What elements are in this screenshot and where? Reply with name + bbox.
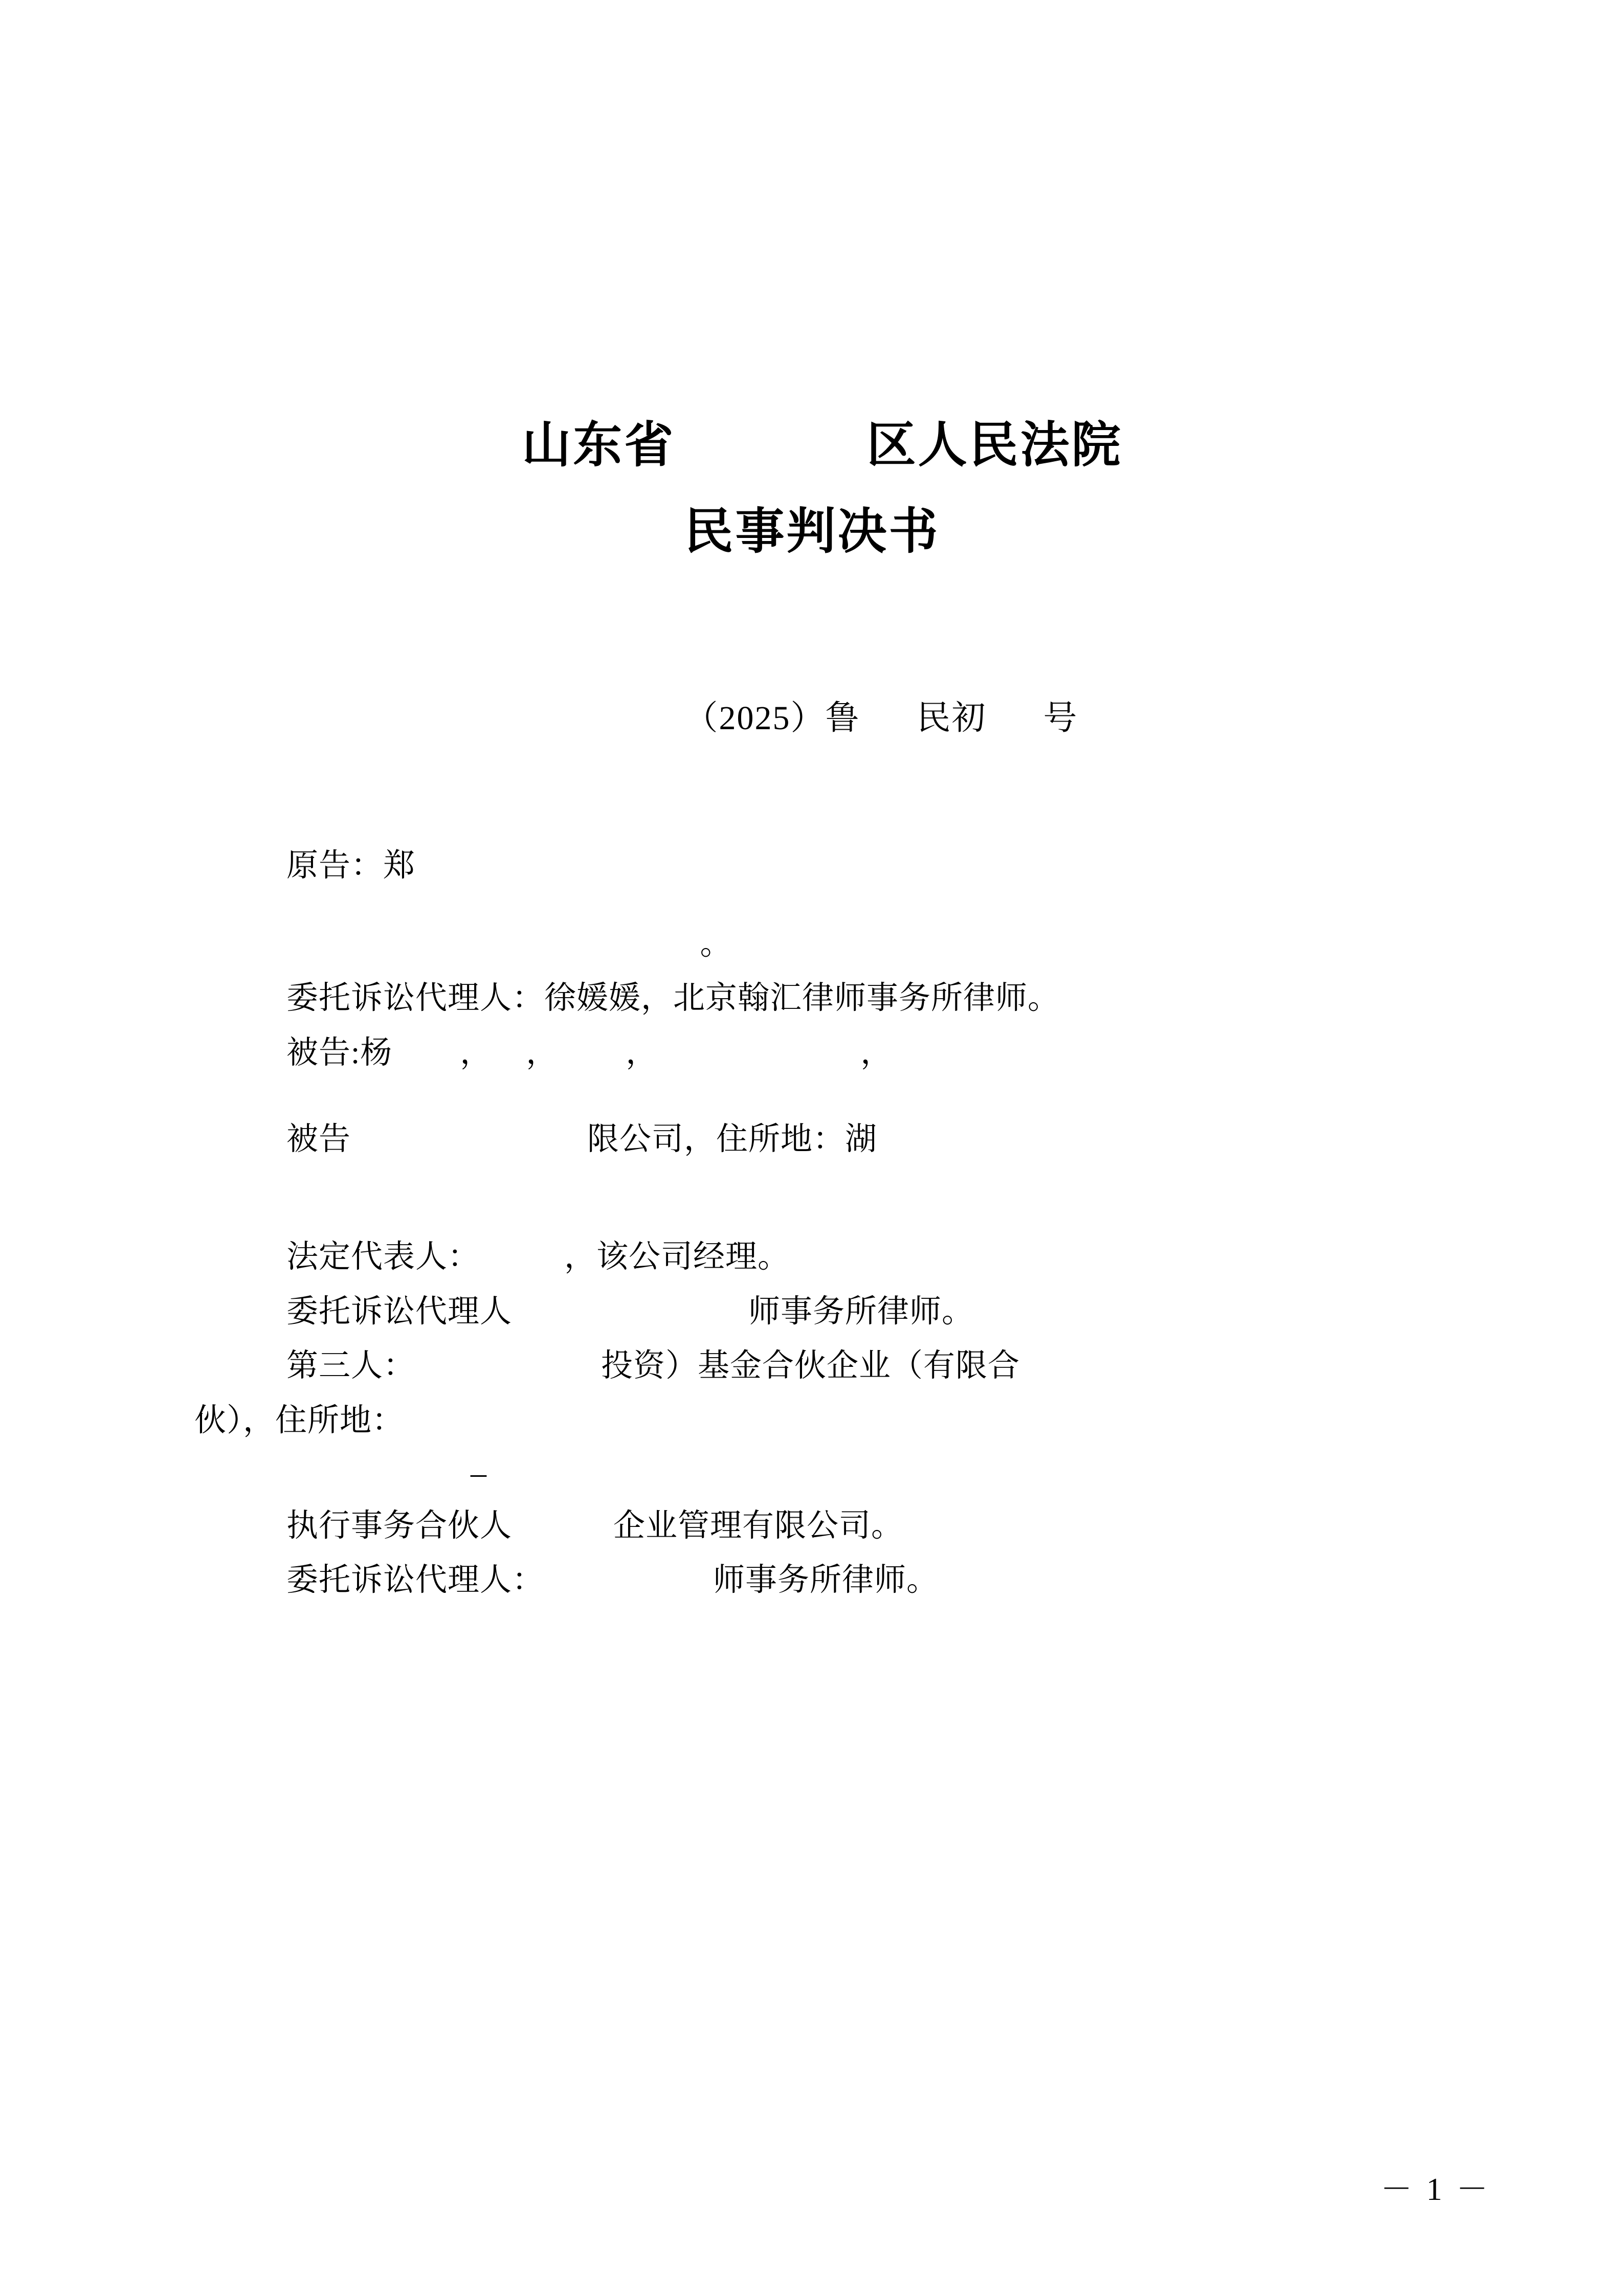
spacer — [286, 893, 1463, 917]
party-information-block — [194, 839, 1463, 1608]
defendant-two-extra-line-1 — [286, 1166, 1463, 1198]
document-title — [0, 409, 1624, 567]
third-party-address-line: 伙），住所地： — [194, 1403, 405, 1438]
document-type-title: 民事判决书 — [684, 502, 940, 560]
legal-representative-line: 法定代表人： ，该公司经理。 — [286, 1240, 790, 1275]
third-party-agent-line: 委托诉讼代理人： 师事务所律师。 — [286, 1563, 939, 1598]
third-party-line: 第三人： 投资）基金合伙企业（有限合 — [286, 1348, 1020, 1384]
defendant-one-line: 被告:杨 ， ， ， ， — [286, 1035, 893, 1070]
case-number: （2025）鲁 民初 号 — [684, 700, 1078, 737]
managing-partner-line: 执行事务合伙人 企业管理有限公司。 — [286, 1508, 904, 1543]
defendant-two-line: 被告 限公司，住所地：湖 — [286, 1121, 878, 1157]
page-number: － 1 － — [1380, 2172, 1491, 2207]
defendant-two-extra-line-2 — [286, 1198, 1463, 1230]
dash-mark: – — [471, 1455, 486, 1491]
defendant-one-extra-line — [286, 1081, 1463, 1112]
plaintiff-line: 原告：郑 — [286, 848, 416, 883]
plaintiff-address-line: 。 — [286, 926, 732, 961]
court-name-title: 山东省 区人民法院 — [522, 416, 1123, 474]
plaintiff-agent-line: 委托诉讼代理人：徐媛媛，北京翰汇律师事务所律师。 — [286, 981, 1060, 1016]
defendant-agent-line: 委托诉讼代理人 师事务所律师。 — [286, 1294, 974, 1329]
